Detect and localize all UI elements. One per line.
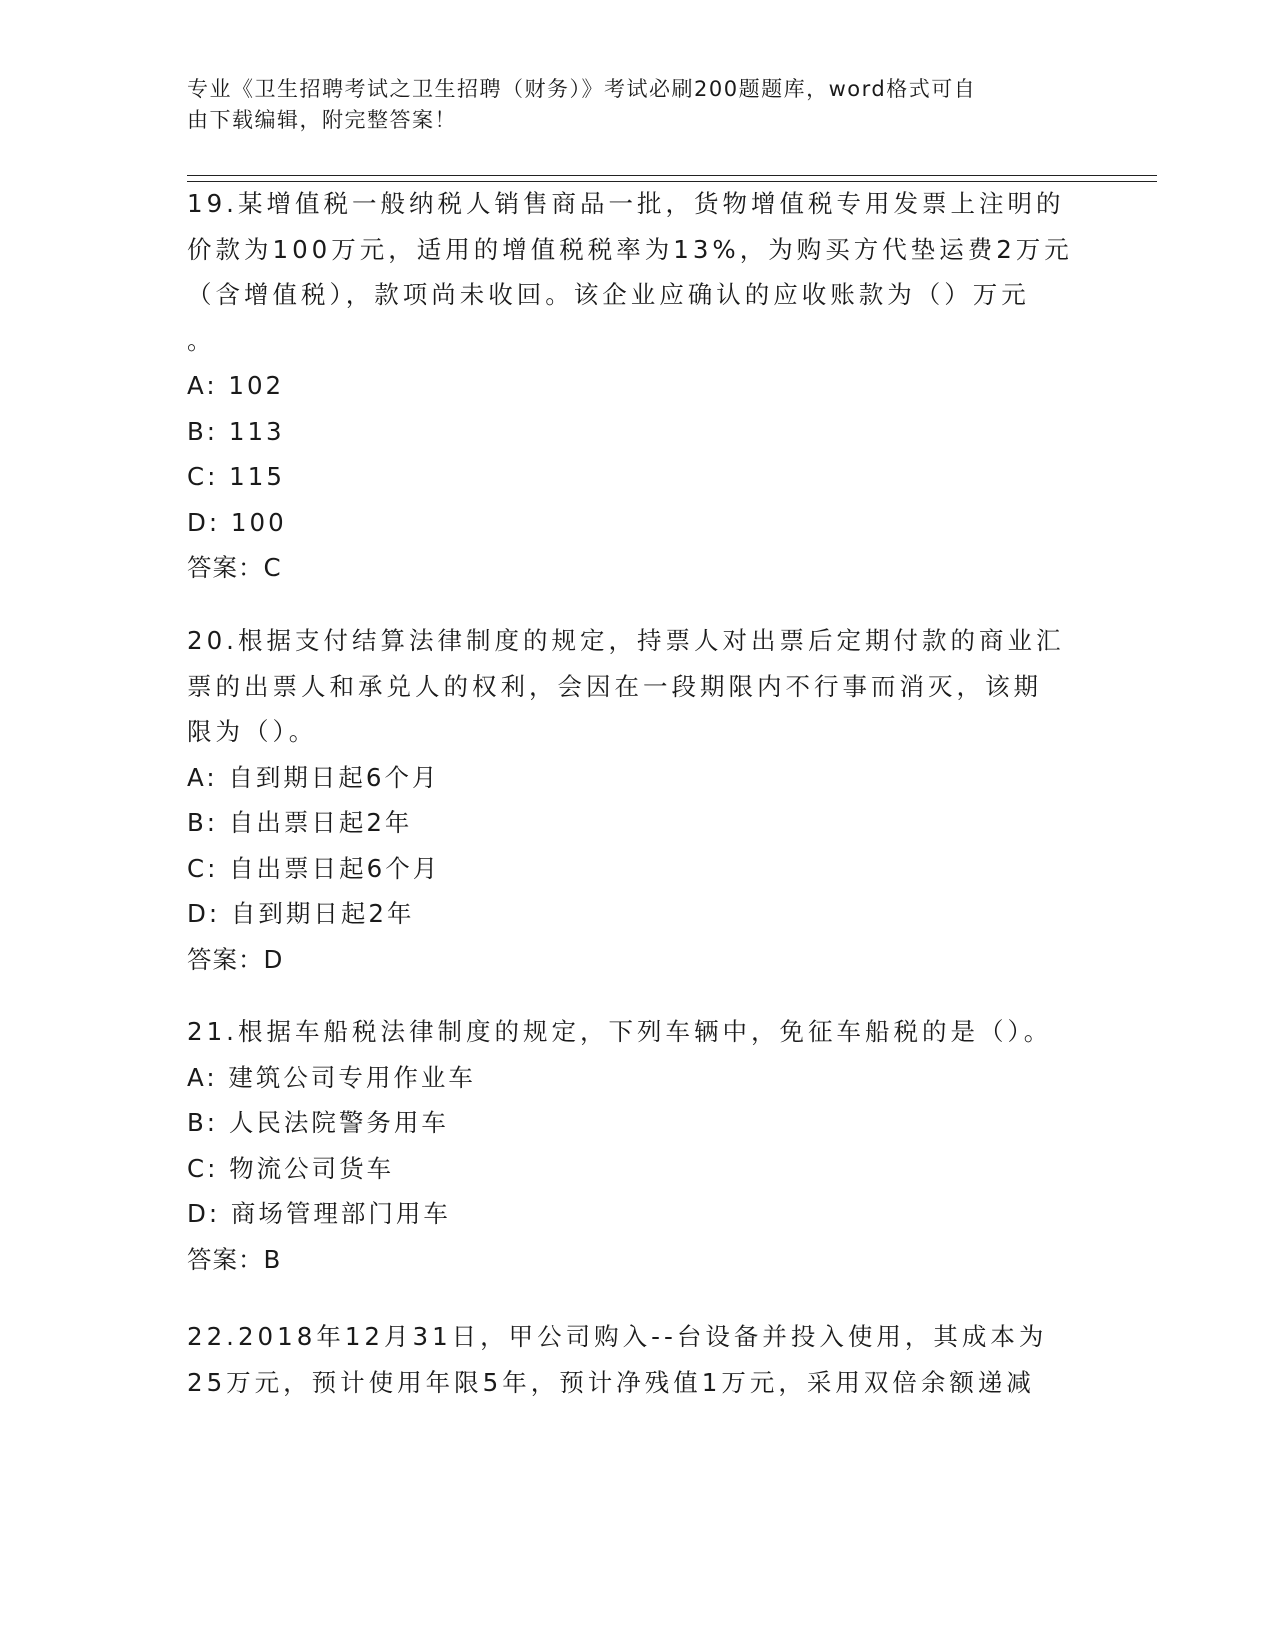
option-d: D: 自到期日起2年 xyxy=(187,899,415,928)
answer-label: 答案： xyxy=(187,944,264,974)
header-divider-top xyxy=(187,175,1157,176)
question-line: 22.2018年12月31日，甲公司购入--台设备并投入使用，其成本为 xyxy=(187,1322,1048,1351)
question-stem xyxy=(187,1314,1087,1405)
question-line: 限为（）。 xyxy=(187,717,318,746)
question-line: 价款为100万元，适用的增值税税率为13%，为购买方代垫运费2万元 xyxy=(187,234,1073,264)
question-stem xyxy=(187,1009,1087,1055)
header-line-2: 由下载编辑，附完整答案！ xyxy=(187,108,457,132)
option-c: C: 物流公司货车 xyxy=(187,1153,395,1183)
option-d: D: 商场管理部门用车 xyxy=(187,1199,451,1228)
option-a: A: 自到期日起6个月 xyxy=(187,762,440,792)
option-a: A: 建筑公司专用作业车 xyxy=(187,1062,476,1092)
question-19 xyxy=(187,181,1087,591)
question-22 xyxy=(187,1314,1087,1405)
option-d: D: 100 xyxy=(187,507,287,537)
answer xyxy=(187,545,1087,591)
header-line-1: 专业《卫生招聘考试之卫生招聘（财务）》考试必刷200题题库，word格式可自 xyxy=(187,77,977,101)
question-stem xyxy=(187,618,1087,755)
document-header xyxy=(187,74,1087,136)
question-21 xyxy=(187,1009,1087,1282)
question-line: 25万元，预计使用年限5年，预计净残值1万元，采用双倍余额递减 xyxy=(187,1367,1035,1397)
question-line: （含增值税），款项尚未收回。该企业应确认的应收账款为（）万元 xyxy=(187,280,1030,309)
answer xyxy=(187,937,1087,983)
answer-label: 答案： xyxy=(187,1244,264,1274)
option-c: C: 自出票日起6个月 xyxy=(187,853,441,883)
answer-value: C xyxy=(263,553,281,582)
answer-value: D xyxy=(263,944,283,974)
answer-value: B xyxy=(263,1244,281,1274)
question-line: 20.根据支付结算法律制度的规定，持票人对出票后定期付款的商业汇 xyxy=(187,626,1065,655)
question-line: 票的出票人和承兑人的权利，会因在一段期限内不行事而消灭，该期 xyxy=(187,671,1042,701)
option-b: B: 113 xyxy=(187,416,285,446)
option-b: B: 自出票日起2年 xyxy=(187,808,413,837)
question-line: 19.某增值税一般纳税人销售商品一批，货物增值税专用发票上注明的 xyxy=(187,189,1065,218)
option-a: A: 102 xyxy=(187,371,285,400)
question-line: 。 xyxy=(187,325,216,355)
answer xyxy=(187,1237,1087,1283)
question-stem xyxy=(187,181,1087,363)
question-line: 21.根据车船税法律制度的规定，下列车辆中，免征车船税的是（）。 xyxy=(187,1017,1053,1046)
answer-label: 答案： xyxy=(187,553,264,582)
option-c: C: 115 xyxy=(187,462,285,491)
option-b: B: 人民法院警务用车 xyxy=(187,1108,449,1137)
question-20 xyxy=(187,618,1087,982)
